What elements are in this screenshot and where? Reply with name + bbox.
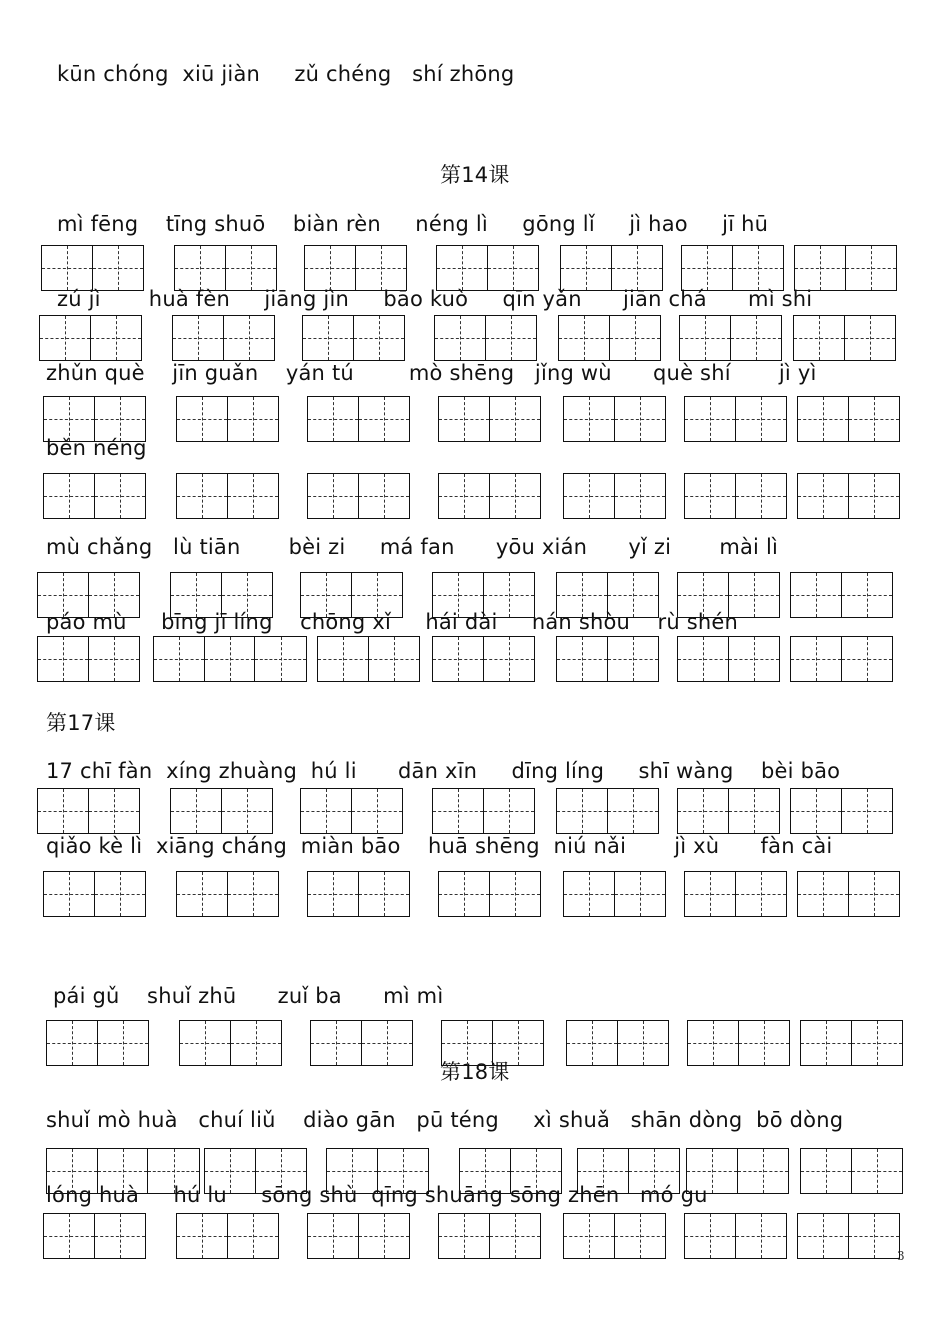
writing-box-group	[563, 871, 666, 917]
tianzige-cell	[171, 573, 222, 617]
tianzige-cell	[612, 246, 663, 290]
writing-box-group	[790, 636, 893, 682]
writing-box-group	[684, 1213, 787, 1259]
writing-box-group	[556, 788, 659, 834]
tianzige-cell	[308, 397, 359, 441]
tianzige-cell	[177, 474, 228, 518]
tianzige-cell	[433, 573, 484, 617]
tianzige-cell	[222, 573, 273, 617]
tianzige-cell	[308, 474, 359, 518]
tianzige-cell	[801, 1021, 852, 1065]
writing-box-group	[204, 1148, 307, 1194]
tianzige-cell	[318, 637, 369, 681]
pinyin-line-6: páo mù bīng jī líng chōng xǐ hái dài nán shòu rù shén	[46, 610, 739, 634]
tianzige-cell	[688, 1021, 739, 1065]
writing-box-group	[326, 1148, 429, 1194]
tianzige-cell	[226, 246, 277, 290]
page-number: 3	[897, 1249, 905, 1263]
tianzige-cell	[378, 1149, 429, 1193]
writing-box-group	[41, 245, 144, 291]
tianzige-cell	[738, 1149, 789, 1193]
tianzige-cell	[682, 246, 733, 290]
tianzige-cell	[369, 637, 420, 681]
tianzige-cell	[852, 1021, 903, 1065]
tianzige-cell	[40, 316, 91, 360]
tianzige-cell	[154, 637, 205, 681]
tianzige-cell	[228, 1214, 279, 1258]
tianzige-cell	[91, 316, 142, 360]
writing-box-group	[793, 315, 896, 361]
tianzige-cell	[615, 872, 666, 916]
tianzige-cell	[484, 637, 535, 681]
tianzige-cell	[736, 1214, 787, 1258]
tianzige-cell	[685, 474, 736, 518]
tianzige-cell	[564, 872, 615, 916]
writing-box-group	[800, 1148, 903, 1194]
tianzige-cell	[791, 789, 842, 833]
tianzige-cell	[687, 1149, 738, 1193]
tianzige-cell	[95, 1214, 146, 1258]
tianzige-cell	[608, 573, 659, 617]
pinyin-line-10: shuǐ mò huà chuí liǔ diào gān pū téng xì shuǎ shān dòng bō dòng	[46, 1108, 844, 1132]
tianzige-cell	[44, 397, 95, 441]
writing-box-group	[37, 788, 140, 834]
tianzige-cell	[303, 316, 354, 360]
writing-box-group	[179, 1020, 282, 1066]
tianzige-cell	[608, 789, 659, 833]
writing-box-group	[176, 1213, 279, 1259]
pinyin-line-1: mì fēng tīng shuō biàn rèn néng lì gōng lǐ jì hao jī hū	[57, 212, 769, 236]
writing-box-group	[153, 636, 307, 682]
tianzige-cell	[680, 316, 731, 360]
writing-box-group	[556, 636, 659, 682]
tianzige-cell	[171, 789, 222, 833]
tianzige-cell	[44, 1214, 95, 1258]
writing-box-group	[43, 396, 146, 442]
tianzige-cell	[798, 474, 849, 518]
tianzige-cell	[231, 1021, 282, 1065]
tianzige-cell	[733, 246, 784, 290]
tianzige-cell	[437, 246, 488, 290]
tianzige-cell	[173, 316, 224, 360]
tianzige-cell	[439, 1214, 490, 1258]
tianzige-cell	[561, 246, 612, 290]
tianzige-cell	[488, 246, 539, 290]
tianzige-cell	[578, 1149, 629, 1193]
tianzige-cell	[610, 316, 661, 360]
tianzige-cell	[849, 397, 900, 441]
tianzige-cell	[44, 872, 95, 916]
tianzige-cell	[798, 1214, 849, 1258]
tianzige-cell	[615, 474, 666, 518]
tianzige-cell	[354, 316, 405, 360]
tianzige-cell	[433, 789, 484, 833]
tianzige-cell	[490, 474, 541, 518]
writing-box-group	[300, 572, 403, 618]
pinyin-line-0: kūn chóng xiū jiàn zǔ chéng shí zhōng	[57, 62, 515, 86]
writing-box-group	[438, 396, 541, 442]
tianzige-cell	[359, 397, 410, 441]
lesson-heading-14: 第14课	[440, 163, 510, 187]
tianzige-cell	[42, 246, 93, 290]
writing-box-group	[438, 473, 541, 519]
tianzige-cell	[615, 397, 666, 441]
writing-box-group	[438, 871, 541, 917]
writing-box-group	[577, 1148, 680, 1194]
tianzige-cell	[177, 1214, 228, 1258]
tianzige-cell	[842, 573, 893, 617]
tianzige-cell	[798, 872, 849, 916]
tianzige-cell	[842, 789, 893, 833]
writing-box-group	[43, 871, 146, 917]
tianzige-cell	[460, 1149, 511, 1193]
tianzige-cell	[38, 637, 89, 681]
tianzige-cell	[729, 573, 780, 617]
writing-box-group	[310, 1020, 413, 1066]
tianzige-cell	[557, 573, 608, 617]
writing-box-group	[558, 315, 661, 361]
writing-box-group	[679, 315, 782, 361]
tianzige-cell	[564, 397, 615, 441]
pinyin-line-9: pái gǔ shuǐ zhū zuǐ ba mì mì	[53, 984, 444, 1008]
tianzige-cell	[439, 474, 490, 518]
tianzige-cell	[95, 474, 146, 518]
tianzige-cell	[359, 1214, 410, 1258]
tianzige-cell	[685, 872, 736, 916]
writing-box-group	[566, 1020, 669, 1066]
writing-box-group	[37, 572, 140, 618]
tianzige-cell	[608, 637, 659, 681]
writing-box-group	[176, 396, 279, 442]
tianzige-cell	[177, 397, 228, 441]
tianzige-cell	[95, 872, 146, 916]
tianzige-cell	[38, 573, 89, 617]
writing-box-group	[438, 1213, 541, 1259]
writing-box-group	[307, 871, 410, 917]
tianzige-cell	[228, 397, 279, 441]
tianzige-cell	[490, 872, 541, 916]
tianzige-cell	[739, 1021, 790, 1065]
tianzige-cell	[228, 474, 279, 518]
tianzige-cell	[256, 1149, 307, 1193]
writing-box-group	[441, 1020, 544, 1066]
tianzige-cell	[356, 246, 407, 290]
pinyin-line-4: běn néng	[46, 436, 147, 460]
tianzige-cell	[148, 1149, 199, 1193]
tianzige-cell	[442, 1021, 493, 1065]
tianzige-cell	[435, 316, 486, 360]
tianzige-cell	[559, 316, 610, 360]
tianzige-cell	[678, 573, 729, 617]
tianzige-cell	[736, 872, 787, 916]
tianzige-cell	[493, 1021, 544, 1065]
writing-box-group	[563, 396, 666, 442]
tianzige-cell	[791, 573, 842, 617]
tianzige-cell	[795, 246, 846, 290]
writing-box-group	[302, 315, 405, 361]
writing-box-group	[432, 788, 535, 834]
tianzige-cell	[433, 637, 484, 681]
tianzige-cell	[98, 1021, 149, 1065]
pinyin-line-3: zhǔn què jīn guǎn yán tú mò shēng jǐng wù què shí jì yì	[46, 361, 817, 385]
tianzige-cell	[89, 789, 140, 833]
tianzige-cell	[685, 1214, 736, 1258]
tianzige-cell	[89, 637, 140, 681]
writing-box-group	[46, 1148, 200, 1194]
writing-box-group	[307, 473, 410, 519]
tianzige-cell	[362, 1021, 413, 1065]
writing-box-group	[317, 636, 420, 682]
writing-box-group	[434, 315, 537, 361]
writing-box-group	[432, 636, 535, 682]
writing-box-group	[797, 473, 900, 519]
tianzige-cell	[359, 474, 410, 518]
tianzige-cell	[47, 1149, 98, 1193]
tianzige-cell	[222, 789, 273, 833]
writing-box-group	[43, 473, 146, 519]
tianzige-cell	[439, 397, 490, 441]
writing-box-group	[797, 871, 900, 917]
writing-box-group	[307, 1213, 410, 1259]
tianzige-cell	[95, 397, 146, 441]
tianzige-cell	[175, 246, 226, 290]
writing-box-group	[560, 245, 663, 291]
tianzige-cell	[301, 573, 352, 617]
tianzige-cell	[93, 246, 144, 290]
tianzige-cell	[484, 573, 535, 617]
tianzige-cell	[849, 1214, 900, 1258]
tianzige-cell	[801, 1149, 852, 1193]
tianzige-cell	[849, 872, 900, 916]
writing-box-group	[677, 572, 780, 618]
tianzige-cell	[557, 789, 608, 833]
tianzige-cell	[846, 246, 897, 290]
writing-box-group	[684, 396, 787, 442]
tianzige-cell	[685, 397, 736, 441]
writing-box-group	[176, 871, 279, 917]
writing-box-group	[790, 788, 893, 834]
tianzige-cell	[308, 872, 359, 916]
tianzige-cell	[180, 1021, 231, 1065]
tianzige-cell	[678, 789, 729, 833]
lesson-heading-17: 第17课	[46, 711, 116, 735]
tianzige-cell	[98, 1149, 149, 1193]
tianzige-cell	[729, 637, 780, 681]
pinyin-line-11: lóng huà hú lu sōng shù qīng shuāng sōng zhēn mó gu	[46, 1183, 708, 1207]
tianzige-cell	[490, 1214, 541, 1258]
tianzige-cell	[511, 1149, 562, 1193]
tianzige-cell	[205, 637, 256, 681]
tianzige-cell	[327, 1149, 378, 1193]
tianzige-cell	[852, 1149, 903, 1193]
writing-box-group	[432, 572, 535, 618]
writing-box-group	[800, 1020, 903, 1066]
tianzige-cell	[89, 573, 140, 617]
tianzige-cell	[308, 1214, 359, 1258]
tianzige-cell	[849, 474, 900, 518]
tianzige-cell	[618, 1021, 669, 1065]
tianzige-cell	[567, 1021, 618, 1065]
tianzige-cell	[311, 1021, 362, 1065]
writing-box-group	[794, 245, 897, 291]
tianzige-cell	[224, 316, 275, 360]
writing-box-group	[687, 1020, 790, 1066]
tianzige-cell	[255, 637, 306, 681]
tianzige-cell	[564, 474, 615, 518]
pinyin-line-5: mù chǎng lù tiān bèi zi má fan yōu xián yǐ zi mài lì	[46, 535, 779, 559]
tianzige-cell	[791, 637, 842, 681]
writing-box-group	[43, 1213, 146, 1259]
pinyin-line-2: zú jì huà fèn jiāng jìn bāo kuò qīn yǎn jiān chá mì shi	[57, 287, 813, 311]
lesson-heading-18: 第18课	[440, 1060, 510, 1084]
tianzige-cell	[736, 397, 787, 441]
writing-box-group	[176, 473, 279, 519]
writing-box-group	[39, 315, 142, 361]
tianzige-cell	[439, 872, 490, 916]
writing-box-group	[681, 245, 784, 291]
writing-box-group	[170, 572, 273, 618]
writing-box-group	[436, 245, 539, 291]
tianzige-cell	[736, 474, 787, 518]
tianzige-cell	[842, 637, 893, 681]
tianzige-cell	[177, 872, 228, 916]
tianzige-cell	[205, 1149, 256, 1193]
tianzige-cell	[486, 316, 537, 360]
tianzige-cell	[678, 637, 729, 681]
writing-box-group	[677, 788, 780, 834]
writing-box-group	[563, 1213, 666, 1259]
writing-box-group	[170, 788, 273, 834]
tianzige-cell	[352, 789, 403, 833]
writing-box-group	[686, 1148, 789, 1194]
tianzige-cell	[794, 316, 845, 360]
writing-box-group	[46, 1020, 149, 1066]
writing-box-group	[797, 1213, 900, 1259]
tianzige-cell	[731, 316, 782, 360]
tianzige-cell	[845, 316, 896, 360]
tianzige-cell	[228, 872, 279, 916]
pinyin-line-7: 17 chī fàn xíng zhuàng hú li dān xīn dīng líng shī wàng bèi bāo	[46, 759, 841, 783]
tianzige-cell	[484, 789, 535, 833]
writing-box-group	[677, 636, 780, 682]
writing-box-group	[172, 315, 275, 361]
tianzige-cell	[359, 872, 410, 916]
tianzige-cell	[44, 474, 95, 518]
tianzige-cell	[729, 789, 780, 833]
writing-box-group	[307, 396, 410, 442]
tianzige-cell	[615, 1214, 666, 1258]
tianzige-cell	[798, 397, 849, 441]
tianzige-cell	[47, 1021, 98, 1065]
tianzige-cell	[301, 789, 352, 833]
tianzige-cell	[305, 246, 356, 290]
writing-box-group	[304, 245, 407, 291]
tianzige-cell	[564, 1214, 615, 1258]
writing-box-group	[459, 1148, 562, 1194]
tianzige-cell	[490, 397, 541, 441]
writing-box-group	[684, 473, 787, 519]
writing-box-group	[797, 396, 900, 442]
tianzige-cell	[629, 1149, 680, 1193]
writing-box-group	[556, 572, 659, 618]
writing-box-group	[790, 572, 893, 618]
tianzige-cell	[352, 573, 403, 617]
writing-box-group	[174, 245, 277, 291]
writing-box-group	[37, 636, 140, 682]
writing-box-group	[300, 788, 403, 834]
writing-box-group	[684, 871, 787, 917]
pinyin-line-8: qiǎo kè lì xiāng cháng miàn bāo huā shēng niú nǎi jì xù fàn cài	[46, 834, 833, 858]
tianzige-cell	[557, 637, 608, 681]
writing-box-group	[563, 473, 666, 519]
tianzige-cell	[38, 789, 89, 833]
